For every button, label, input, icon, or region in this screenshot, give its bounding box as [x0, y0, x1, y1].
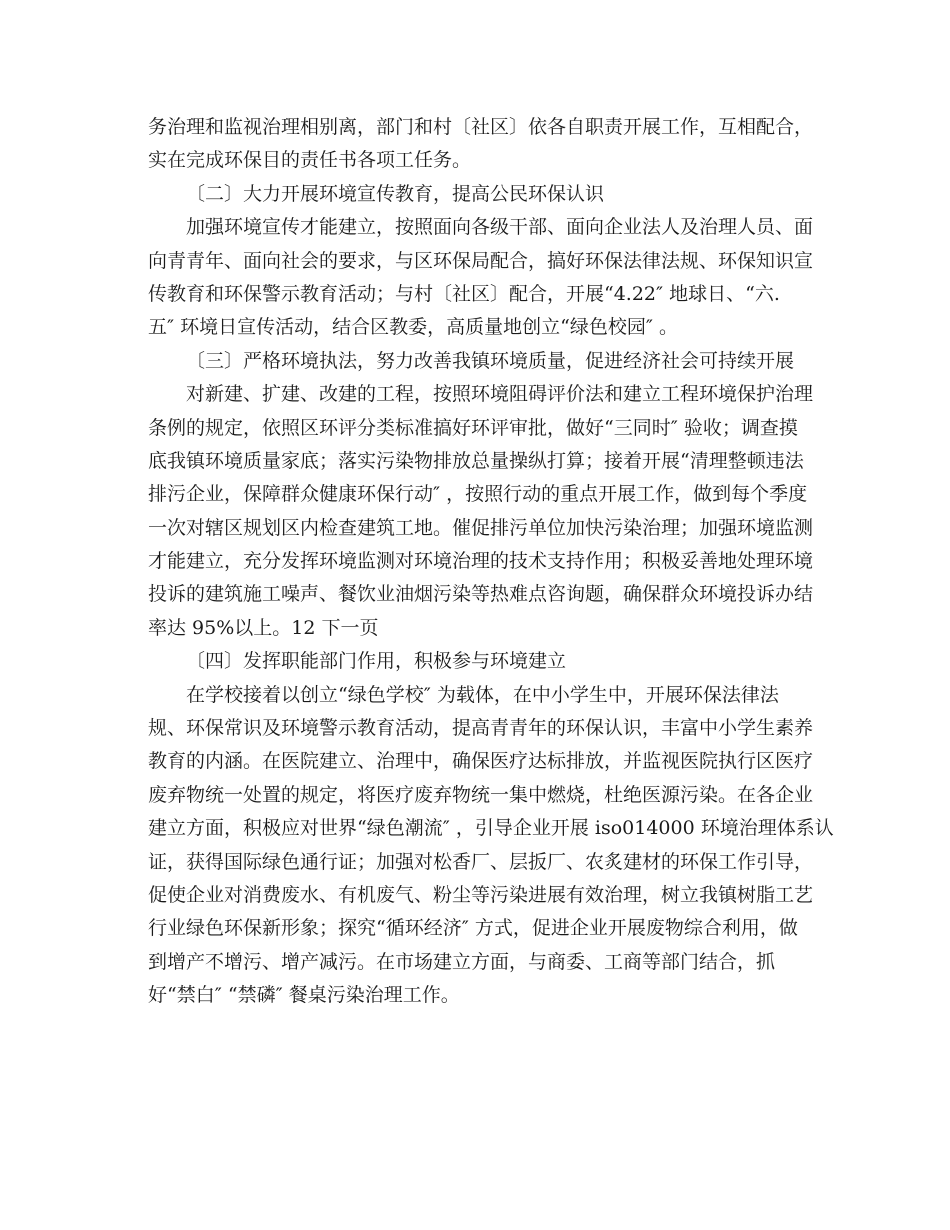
text-line: 在学校接着以创立“绿色学校″ 为载体，在中小学生中，开展环保法律法	[186, 683, 779, 706]
text-line: 五″ 环境日宣传活动，结合区教委，高质量地创立“绿色校园″ 。	[148, 316, 678, 339]
text-line: 才能建立，充分发挥环境监测对环境治理的技术支持作用；积极妥善地处理环境	[148, 550, 814, 573]
text-line: 教育的内涵。在医院建立、治理中，确保医疗达标排放，并监视医院执行区医疗	[148, 750, 814, 773]
text-line: 投诉的建筑施工噪声、餐饮业油烟污染等热难点咨询题，确保群众环境投诉办结	[148, 583, 814, 606]
text-line: 传教育和环保警示教育活动；与村〔社区〕配合，开展“4.22″ 地球日、“六.	[148, 282, 780, 305]
text-line: 好“禁白″ “禁磷″ 餐桌污染治理工作。	[148, 984, 460, 1007]
text-line: 废弃物统一处置的规定，将医疗废弃物统一集中燃烧，杜绝医源污染。在各企业	[148, 783, 814, 806]
text-line: 对新建、扩建、改建的工程，按照环境阻碍评价法和建立工程环境保护治理	[186, 383, 814, 406]
text-line: 证，获得国际绿色通行证；加强对松香厂、层扳厂、农炙建材的环保工作引导，	[148, 850, 814, 873]
text-line: 率达 95%以上。12 下一页	[148, 616, 379, 639]
text-line: 促使企业对消费废水、有机废气、粉尘等污染进展有效治理，树立我镇树脂工艺	[148, 883, 814, 906]
text-line: 建立方面，积极应对世界“绿色潮流″ ，引导企业开展 iso014000 环境治理体系认	[148, 817, 834, 840]
section-heading: 〔四〕发挥职能部门作用，积极参与环境建立	[186, 650, 567, 673]
text-line: 排污企业，保障群众健康环保行动″ ，按照行动的重点开展工作，做到每个季度	[148, 483, 808, 506]
text-line: 务治理和监视治理相别离，部门和村〔社区〕依各自职责开展工作，互相配合，	[148, 116, 814, 138]
text-line: 加强环境宣传才能建立，按照面向各级干部、面向企业法人及治理人员、面	[186, 216, 814, 239]
text-line: 实在完成环保目的责任书各项工任务。	[148, 149, 472, 172]
text-line: 到增产不增污、增产减污。在市场建立方面，与商委、工商等部门结合，抓	[148, 950, 776, 973]
text-line: 一次对辖区规划区内检查建筑工地。催促排污单位加快污染治理；加强环境监测	[148, 516, 814, 539]
section-heading: 〔三〕严格环境执法，努力改善我镇环境质量，促进经济社会可持续开展	[186, 349, 795, 372]
text-line: 底我镇环境质量家底；落实污染物排放总量操纵打算；接着开展“清理整顿违法	[148, 449, 804, 472]
text-line: 行业绿色环保新形象；探究“循环经济″ 方式，促进企业开展废物综合利用，做	[148, 917, 798, 940]
document-body	[148, 111, 834, 1013]
text-line: 规、环保常识及环境警示教育活动，提高青青年的环保认识，丰富中小学生素养	[148, 717, 814, 740]
section-heading: 〔二〕大力开展环境宣传教育，提高公民环保认识	[186, 182, 605, 205]
text-line: 向青青年、面向社会的要求，与区环保局配合，搞好环保法律法规、环保知识宣	[148, 249, 814, 272]
text-line: 条例的规定，依照区环评分类标准搞好环评审批，做好“三同时″ 验收；调查摸	[148, 416, 798, 439]
